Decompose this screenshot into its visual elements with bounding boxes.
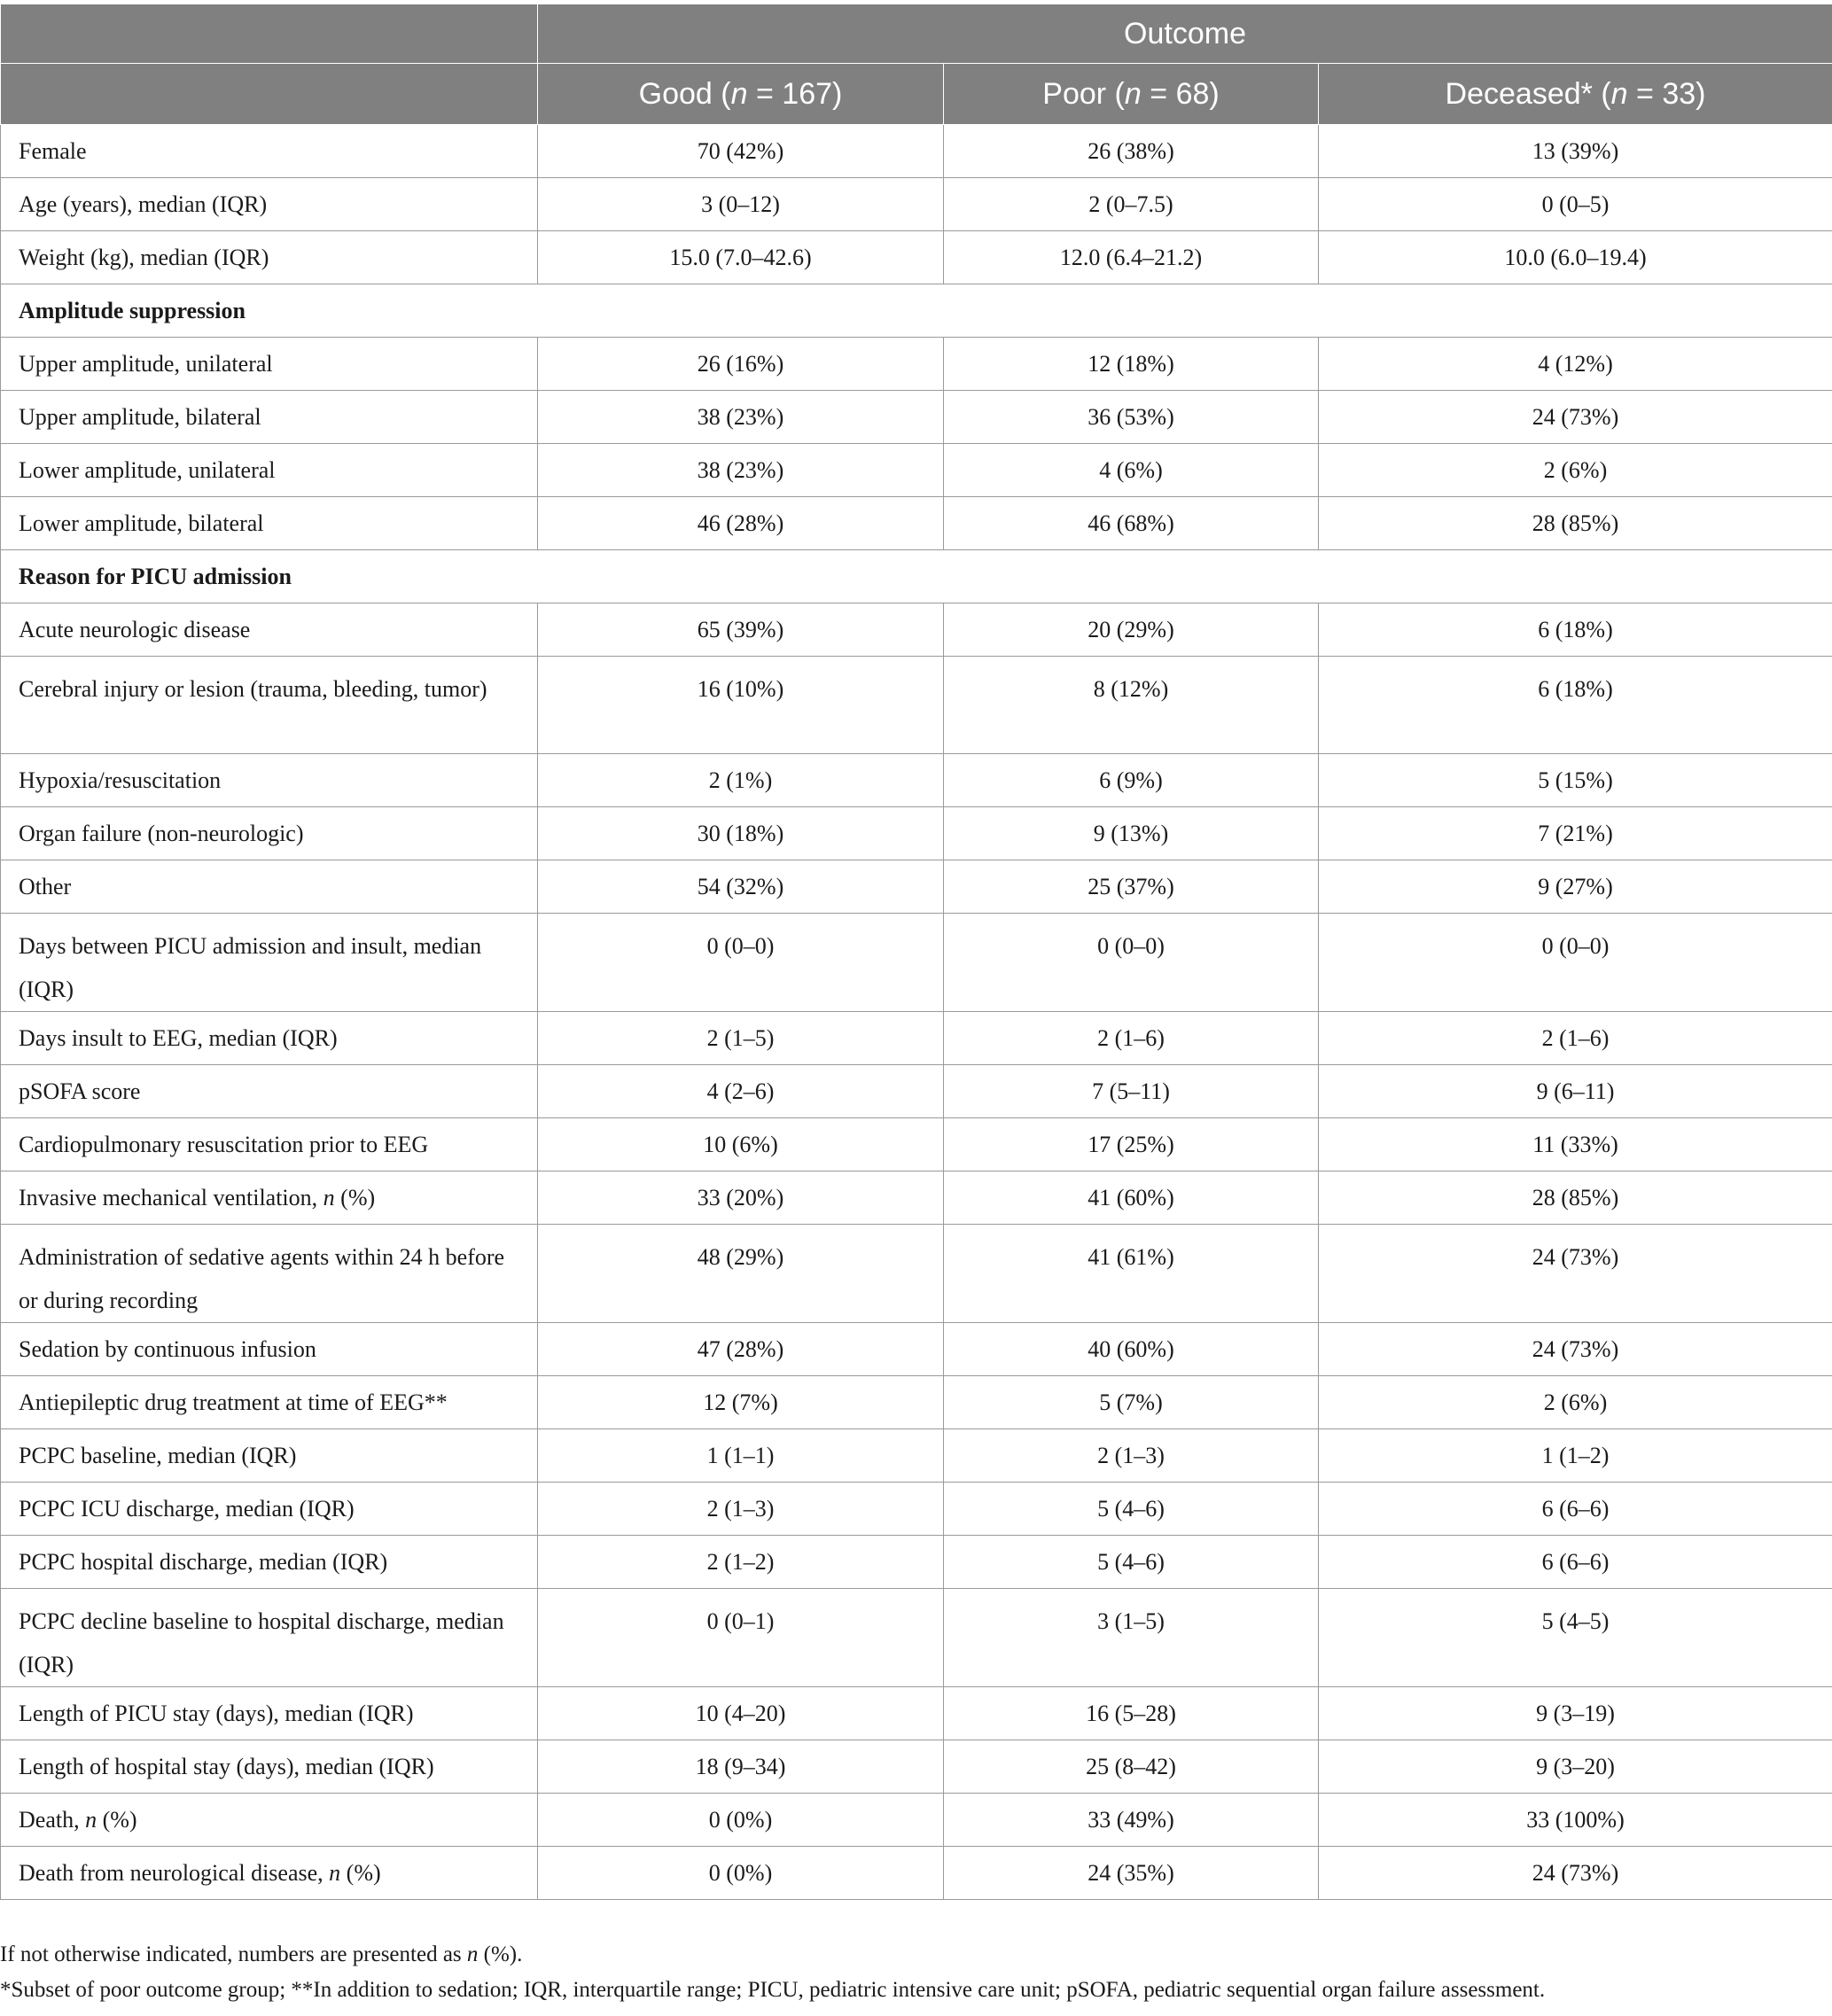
table-row — [1, 444, 1832, 497]
table-row — [1, 860, 1832, 914]
row-label-text: Death from neurological disease, — [19, 1860, 330, 1886]
row-label: Lower amplitude, bilateral — [1, 497, 538, 550]
table-row — [1, 1687, 1832, 1740]
cell-deceased: 6 (18%) — [1319, 657, 1832, 754]
row-label: Other — [1, 860, 538, 914]
cell-good: 48 (29%) — [538, 1225, 944, 1323]
cell-deceased: 5 (4–5) — [1319, 1589, 1832, 1687]
table-row — [1, 497, 1832, 550]
row-label: Organ failure (non-neurologic) — [1, 807, 538, 860]
cell-deceased: 28 (85%) — [1319, 1171, 1832, 1225]
row-label: PCPC ICU discharge, median (IQR) — [1, 1483, 538, 1536]
cell-poor: 2 (0–7.5) — [944, 178, 1319, 231]
cell-good: 2 (1–5) — [538, 1012, 944, 1065]
table-row — [1, 1483, 1832, 1536]
table-row — [1, 338, 1832, 391]
cell-poor: 8 (12%) — [944, 657, 1319, 754]
cell-good: 54 (32%) — [538, 860, 944, 914]
table-row — [1, 603, 1832, 657]
cell-good: 38 (23%) — [538, 391, 944, 444]
header-col-deceased: Deceased* (n = 33) — [1319, 64, 1832, 125]
cell-deceased: 9 (6–11) — [1319, 1065, 1832, 1118]
row-label: Sedation by continuous infusion — [1, 1323, 538, 1376]
cell-deceased: 11 (33%) — [1319, 1118, 1832, 1171]
cell-poor: 4 (6%) — [944, 444, 1319, 497]
header-blank — [1, 4, 538, 64]
row-label: Acute neurologic disease — [1, 603, 538, 657]
cell-deceased: 24 (73%) — [1319, 1225, 1832, 1323]
cell-good: 70 (42%) — [538, 125, 944, 178]
cell-poor: 7 (5–11) — [944, 1065, 1319, 1118]
row-label: Upper amplitude, unilateral — [1, 338, 538, 391]
cell-good: 2 (1–3) — [538, 1483, 944, 1536]
row-label-suffix: (%) — [340, 1860, 381, 1886]
cell-poor: 41 (61%) — [944, 1225, 1319, 1323]
table-row — [1, 1429, 1832, 1483]
header-col-poor: Poor (n = 68) — [944, 64, 1319, 125]
cell-good: 10 (4–20) — [538, 1687, 944, 1740]
cell-poor: 2 (1–3) — [944, 1429, 1319, 1483]
row-label: Lower amplitude, unilateral — [1, 444, 538, 497]
cell-poor: 5 (4–6) — [944, 1536, 1319, 1589]
cell-good: 0 (0–1) — [538, 1589, 944, 1687]
cell-poor: 17 (25%) — [944, 1118, 1319, 1171]
section-row — [1, 284, 1832, 338]
footnote-2: *Subset of poor outcome group; **In addition to sedation; IQR, interquartile range; PICU, pediatric intensive care unit; pSOFA, pediatric sequential organ failure assessment. — [0, 1978, 1546, 2002]
row-label: Length of PICU stay (days), median (IQR) — [1, 1687, 538, 1740]
row-label: PCPC baseline, median (IQR) — [1, 1429, 538, 1483]
cell-good: 0 (0–0) — [538, 914, 944, 1012]
cell-good: 1 (1–1) — [538, 1429, 944, 1483]
table-row — [1, 1740, 1832, 1794]
cell-deceased: 9 (3–19) — [1319, 1687, 1832, 1740]
cell-good: 3 (0–12) — [538, 178, 944, 231]
section-row — [1, 550, 1832, 603]
table-row — [1, 178, 1832, 231]
cell-good: 15.0 (7.0–42.6) — [538, 231, 944, 284]
cell-poor: 20 (29%) — [944, 603, 1319, 657]
cell-good: 30 (18%) — [538, 807, 944, 860]
table-row — [1, 657, 1832, 754]
cell-good: 18 (9–34) — [538, 1740, 944, 1794]
table-row — [1, 1589, 1832, 1687]
row-label: Antiepileptic drug treatment at time of EEG** — [1, 1376, 538, 1429]
cell-good: 47 (28%) — [538, 1323, 944, 1376]
footnote-1: If not otherwise indicated, numbers are presented as n (%). — [0, 1942, 523, 1966]
row-label: PCPC decline baseline to hospital discharge, median (IQR) — [1, 1589, 538, 1687]
cell-poor: 2 (1–6) — [944, 1012, 1319, 1065]
row-label: Cerebral injury or lesion (trauma, bleeding, tumor) — [1, 657, 538, 754]
row-label-italic: n — [85, 1807, 97, 1833]
cell-deceased: 4 (12%) — [1319, 338, 1832, 391]
cell-deceased: 6 (6–6) — [1319, 1536, 1832, 1589]
cell-poor: 9 (13%) — [944, 807, 1319, 860]
row-label: Weight (kg), median (IQR) — [1, 231, 538, 284]
cell-poor: 5 (7%) — [944, 1376, 1319, 1429]
table-row — [1, 1323, 1832, 1376]
row-label: PCPC hospital discharge, median (IQR) — [1, 1536, 538, 1589]
cell-deceased: 10.0 (6.0–19.4) — [1319, 231, 1832, 284]
row-label: Length of hospital stay (days), median (IQR) — [1, 1740, 538, 1794]
table-header — [1, 4, 1832, 125]
table-row — [1, 807, 1832, 860]
row-label: pSOFA score — [1, 1065, 538, 1118]
cell-poor: 36 (53%) — [944, 391, 1319, 444]
row-label — [1, 1171, 538, 1225]
header-col-good: Good (n = 167) — [538, 64, 944, 125]
cell-good: 12 (7%) — [538, 1376, 944, 1429]
table-row — [1, 1012, 1832, 1065]
row-label: Administration of sedative agents within 24 h before or during recording — [1, 1225, 538, 1323]
cell-deceased: 24 (73%) — [1319, 1847, 1832, 1900]
cell-deceased: 6 (18%) — [1319, 603, 1832, 657]
cell-deceased: 0 (0–5) — [1319, 178, 1832, 231]
cell-poor: 16 (5–28) — [944, 1687, 1319, 1740]
table-row — [1, 1794, 1832, 1847]
row-label: Hypoxia/resuscitation — [1, 754, 538, 807]
table-body — [1, 125, 1832, 1900]
row-label-italic: n — [329, 1860, 341, 1886]
row-label-suffix: (%) — [97, 1807, 137, 1833]
cell-poor: 6 (9%) — [944, 754, 1319, 807]
table-container — [0, 4, 1832, 1900]
cell-good: 33 (20%) — [538, 1171, 944, 1225]
cell-poor: 12 (18%) — [944, 338, 1319, 391]
cell-deceased: 24 (73%) — [1319, 391, 1832, 444]
cell-deceased: 33 (100%) — [1319, 1794, 1832, 1847]
cell-poor: 40 (60%) — [944, 1323, 1319, 1376]
table-row — [1, 1171, 1832, 1225]
cell-poor: 26 (38%) — [944, 125, 1319, 178]
table-row — [1, 391, 1832, 444]
cell-poor: 25 (37%) — [944, 860, 1319, 914]
table-row — [1, 1225, 1832, 1323]
table-row — [1, 1847, 1832, 1900]
cell-deceased: 13 (39%) — [1319, 125, 1832, 178]
cell-poor: 41 (60%) — [944, 1171, 1319, 1225]
cell-good: 38 (23%) — [538, 444, 944, 497]
row-label: Age (years), median (IQR) — [1, 178, 538, 231]
table-row — [1, 914, 1832, 1012]
cell-good: 16 (10%) — [538, 657, 944, 754]
cell-good: 2 (1–2) — [538, 1536, 944, 1589]
table-row — [1, 1065, 1832, 1118]
row-label: Upper amplitude, bilateral — [1, 391, 538, 444]
cell-poor: 5 (4–6) — [944, 1483, 1319, 1536]
table-row — [1, 1118, 1832, 1171]
cell-deceased: 2 (1–6) — [1319, 1012, 1832, 1065]
cell-deceased: 1 (1–2) — [1319, 1429, 1832, 1483]
cell-deceased: 6 (6–6) — [1319, 1483, 1832, 1536]
header-outcome: Outcome — [538, 4, 1832, 64]
cell-good: 0 (0%) — [538, 1847, 944, 1900]
cell-poor: 24 (35%) — [944, 1847, 1319, 1900]
section-label: Amplitude suppression — [1, 284, 1832, 338]
cell-deceased: 24 (73%) — [1319, 1323, 1832, 1376]
cell-good: 0 (0%) — [538, 1794, 944, 1847]
outcome-table — [0, 4, 1832, 1900]
cell-good: 46 (28%) — [538, 497, 944, 550]
table-row — [1, 125, 1832, 178]
section-label: Reason for PICU admission — [1, 550, 1832, 603]
table-row — [1, 754, 1832, 807]
row-label — [1, 1794, 538, 1847]
cell-poor: 46 (68%) — [944, 497, 1319, 550]
row-label: Days between PICU admission and insult, median (IQR) — [1, 914, 538, 1012]
cell-deceased: 7 (21%) — [1319, 807, 1832, 860]
cell-good: 2 (1%) — [538, 754, 944, 807]
cell-good: 4 (2–6) — [538, 1065, 944, 1118]
cell-deceased: 2 (6%) — [1319, 444, 1832, 497]
row-label: Cardiopulmonary resuscitation prior to EEG — [1, 1118, 538, 1171]
cell-deceased: 28 (85%) — [1319, 497, 1832, 550]
cell-poor: 0 (0–0) — [944, 914, 1319, 1012]
table-row — [1, 1536, 1832, 1589]
row-label-text: Death, — [19, 1807, 86, 1833]
cell-poor: 25 (8–42) — [944, 1740, 1319, 1794]
row-label — [1, 1847, 538, 1900]
header-blank-2 — [1, 64, 538, 125]
cell-deceased: 5 (15%) — [1319, 754, 1832, 807]
cell-good: 26 (16%) — [538, 338, 944, 391]
cell-deceased: 2 (6%) — [1319, 1376, 1832, 1429]
cell-deceased: 9 (3–20) — [1319, 1740, 1832, 1794]
cell-deceased: 0 (0–0) — [1319, 914, 1832, 1012]
row-label-suffix: (%) — [334, 1185, 376, 1210]
row-label: Days insult to EEG, median (IQR) — [1, 1012, 538, 1065]
table-footnotes — [0, 1937, 1832, 2008]
cell-poor: 3 (1–5) — [944, 1589, 1319, 1687]
cell-deceased: 9 (27%) — [1319, 860, 1832, 914]
table-row — [1, 1376, 1832, 1429]
table-row — [1, 231, 1832, 284]
row-label-italic: n — [323, 1185, 335, 1210]
cell-poor: 12.0 (6.4–21.2) — [944, 231, 1319, 284]
cell-good: 10 (6%) — [538, 1118, 944, 1171]
row-label: Female — [1, 125, 538, 178]
cell-good: 65 (39%) — [538, 603, 944, 657]
row-label-text: Invasive mechanical ventilation, — [19, 1185, 324, 1210]
cell-poor: 33 (49%) — [944, 1794, 1319, 1847]
